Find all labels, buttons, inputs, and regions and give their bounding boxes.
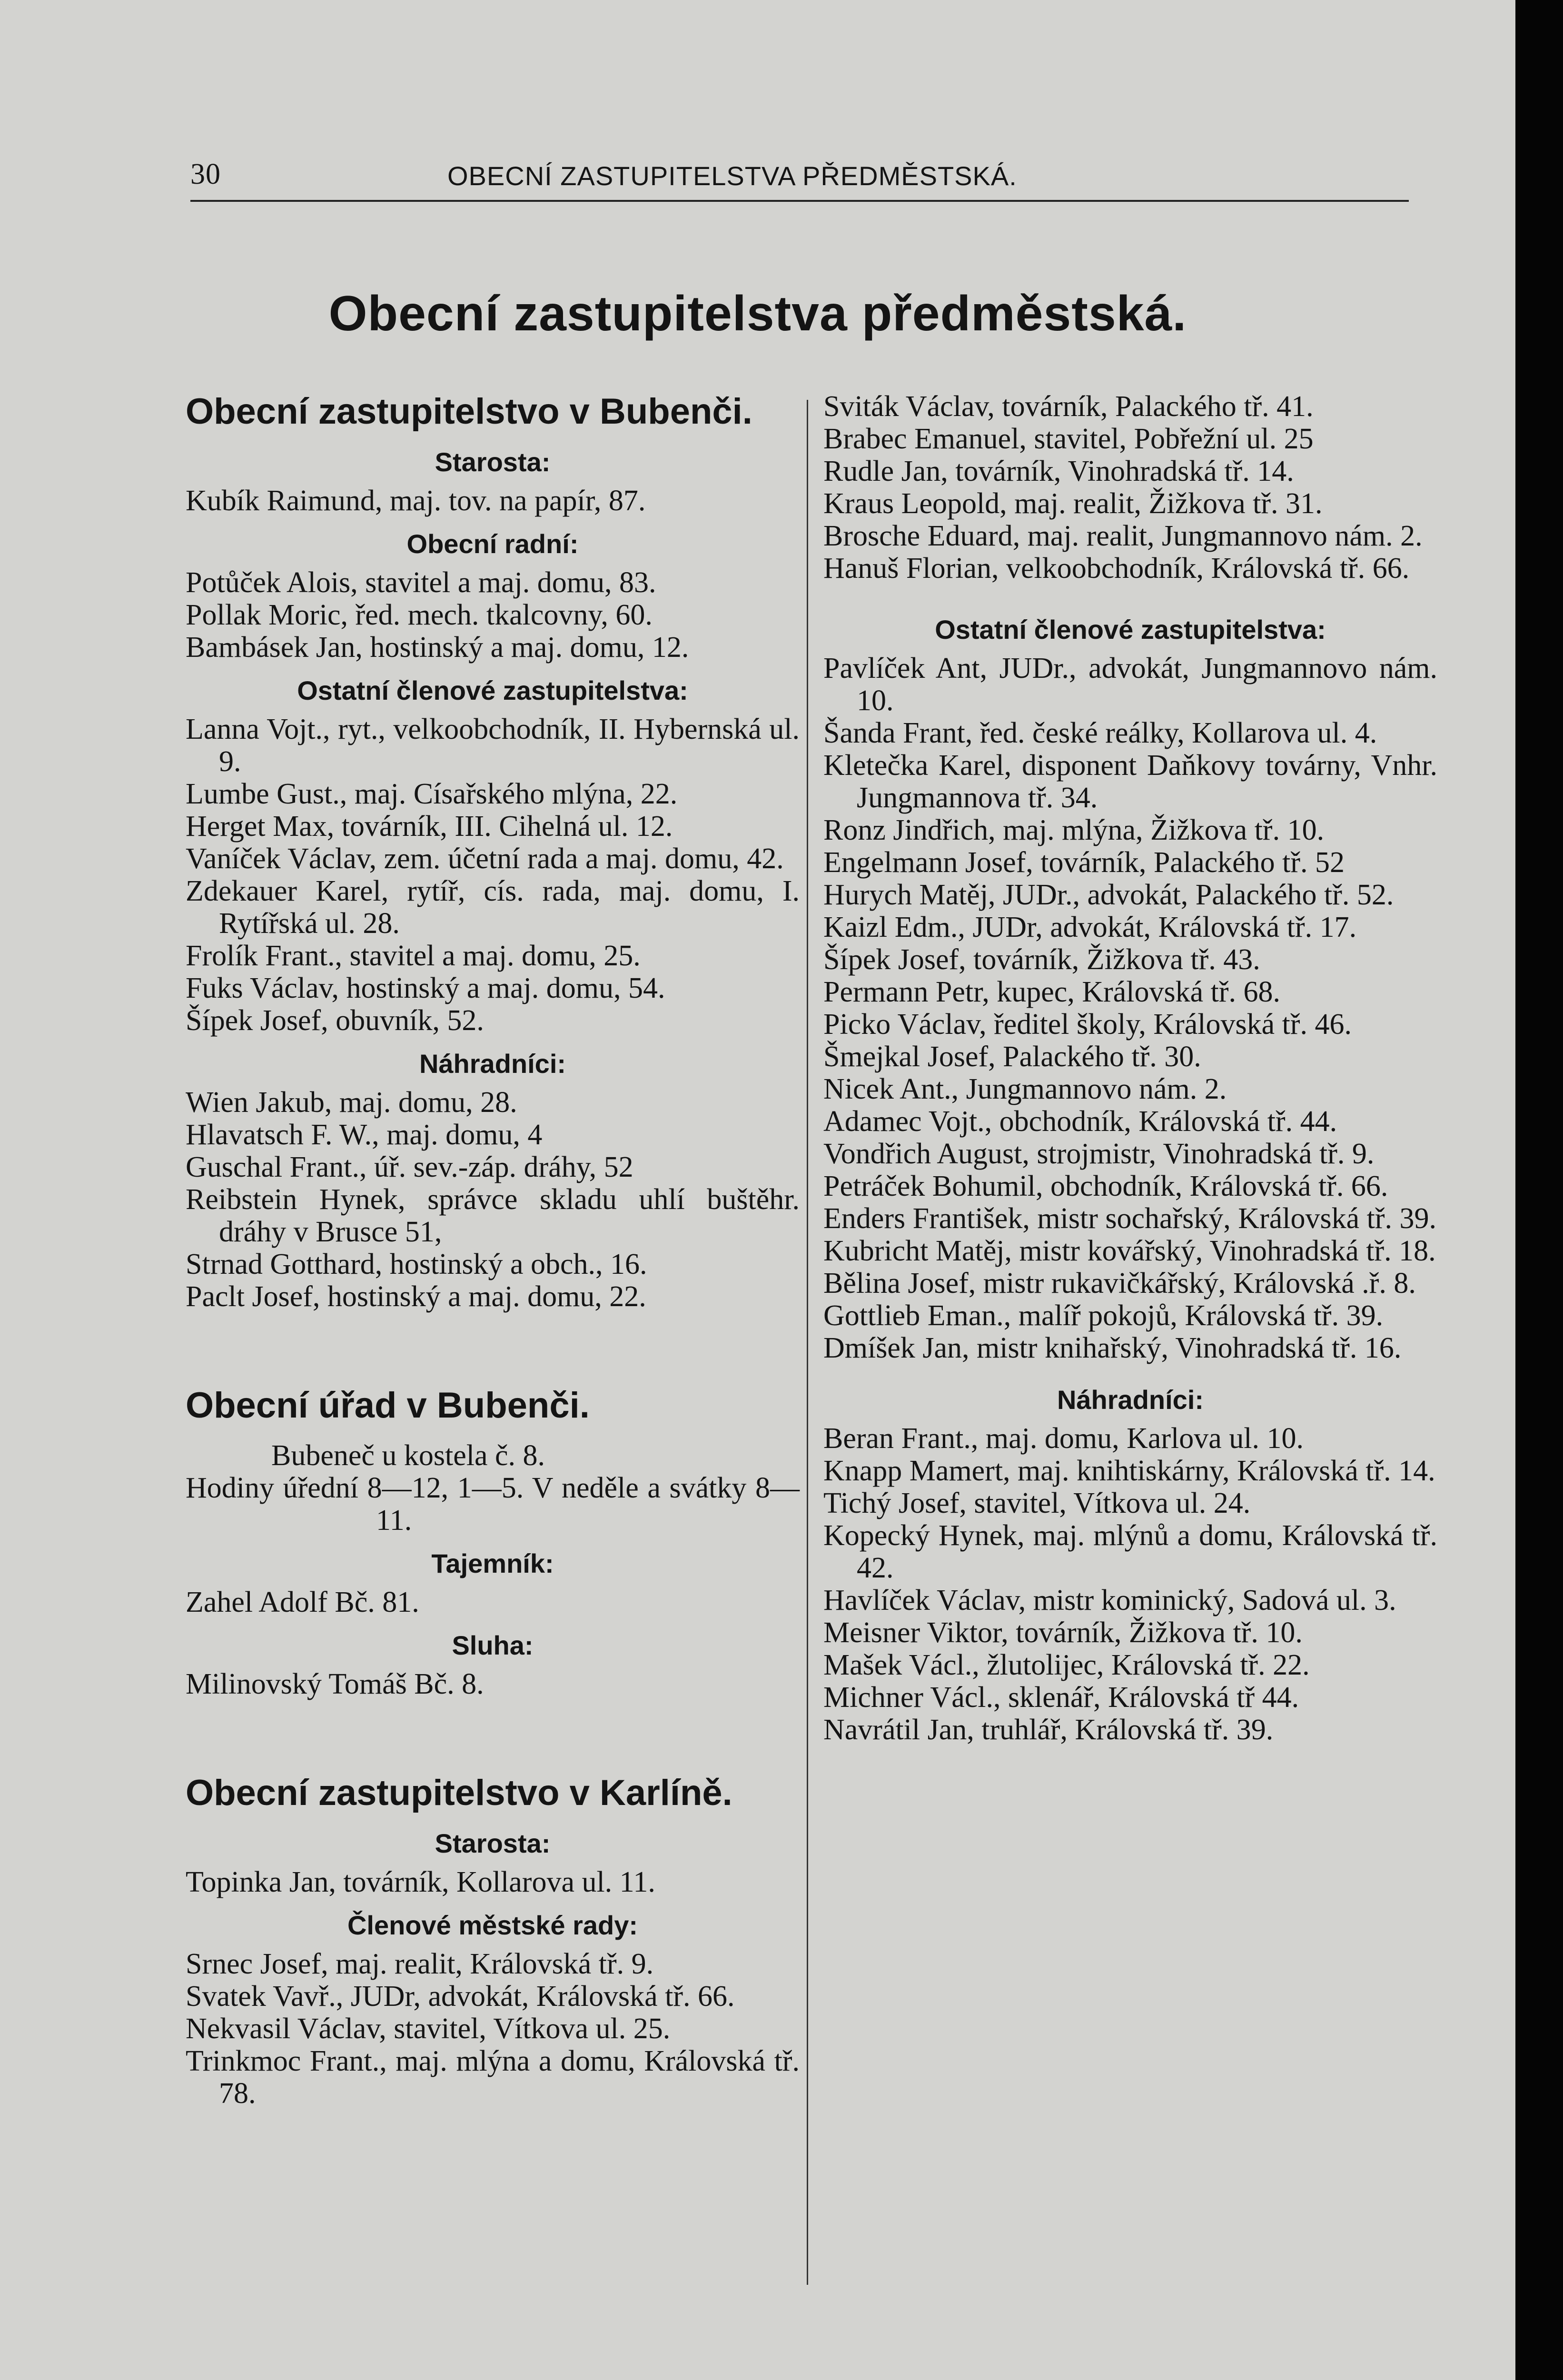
list-item: Šípek Josef, obuvník, 52. bbox=[186, 1004, 484, 1037]
list-item: Kaizl Edm., JUDr, advokát, Královská tř. 17. bbox=[823, 911, 1357, 943]
list-item: Potůček Alois, stavitel a maj. domu, 83. bbox=[186, 566, 656, 599]
list-item: Michner Václ., sklenář, Královská tř 44. bbox=[823, 1681, 1299, 1714]
list-item: Vondřich August, strojmistr, Vinohradská tř. 9. bbox=[823, 1138, 1375, 1170]
list-item: Havlíček Václav, mistr kominický, Sadová ul. 3. bbox=[823, 1584, 1396, 1616]
list-item: Bambásek Jan, hostinský a maj. domu, 12. bbox=[186, 631, 689, 664]
list-item: Wien Jakub, maj. domu, 28. bbox=[186, 1086, 517, 1119]
list-item: Kubík Raimund, maj. tov. na papír, 87. bbox=[186, 485, 646, 517]
running-header bbox=[190, 148, 1409, 202]
list-item: Kletečka Karel, disponent Daňkovy továrny, Vnhr. Jungmannova tř. 34. bbox=[823, 749, 1437, 814]
list-item: Bělina Josef, mistr rukavičkářský, Královská .ř. 8. bbox=[823, 1267, 1416, 1299]
scan-edge-right bbox=[1515, 0, 1563, 2380]
list-item: Beran Frant., maj. domu, Karlova ul. 10. bbox=[823, 1422, 1304, 1455]
list-item: Mašek Václ., žlutolijec, Královská tř. 22. bbox=[823, 1649, 1310, 1681]
list-item: Navrátil Jan, truhlář, Královská tř. 39. bbox=[823, 1714, 1274, 1746]
list-item: Hanuš Florian, velkoobchodník, Královská tř. 66. bbox=[823, 552, 1410, 585]
list-item: Brosche Eduard, maj. realit, Jungmannovo nám. 2. bbox=[823, 520, 1423, 552]
list-item: Rudle Jan, továrník, Vinohradská tř. 14. bbox=[823, 455, 1294, 487]
list-item: Tichý Josef, stavitel, Vítkova ul. 24. bbox=[823, 1487, 1251, 1519]
office-address: Bubeneč u kostela č. 8. bbox=[271, 1439, 545, 1472]
list-item: Ronz Jindřich, maj. mlýna, Žižkova tř. 10. bbox=[823, 814, 1325, 846]
list-item: Herget Max, továrník, III. Cihelná ul. 12. bbox=[186, 810, 673, 843]
list-item: Picko Václav, ředitel školy, Královská tř. 46. bbox=[823, 1008, 1352, 1041]
subheading-radni: Obecní radní: bbox=[406, 529, 579, 559]
list-item: Guschal Frant., úř. sev.-záp. dráhy, 52 bbox=[186, 1151, 633, 1183]
list-item: Petráček Bohumil, obchodník, Královská tř. 66. bbox=[823, 1170, 1388, 1202]
list-item: Hurych Matěj, JUDr., advokát, Palackého tř. 52. bbox=[823, 879, 1394, 911]
list-item: Permann Petr, kupec, Královská tř. 68. bbox=[823, 976, 1281, 1008]
list-item: Zahel Adolf Bč. 81. bbox=[186, 1586, 419, 1618]
list-item: Trinkmoc Frant., maj. mlýna a domu, Královská tř. 78. bbox=[186, 2045, 800, 2110]
list-item: Frolík Frant., stavitel a maj. domu, 25. bbox=[186, 940, 641, 972]
right-column bbox=[823, 390, 1437, 1746]
list-item: Fuks Václav, hostinský a maj. domu, 54. bbox=[186, 972, 665, 1004]
subheading-starosta-karlin: Starosta: bbox=[435, 1828, 551, 1858]
list-item: Gottlieb Eman., malíř pokojů, Královská tř. 39. bbox=[823, 1299, 1384, 1332]
subheading-ostatni: Ostatní členové zastupitelstva: bbox=[297, 675, 688, 705]
subheading-tajemnik: Tajemník: bbox=[431, 1548, 554, 1578]
page-title: Obecní zastupitelstva předměstská. bbox=[328, 286, 1187, 341]
section-heading-bubenec: Obecní zastupitelstvo v Bubenči. bbox=[186, 391, 752, 432]
list-item: Kraus Leopold, maj. realit, Žižkova tř. 31. bbox=[823, 487, 1323, 520]
list-item: Dmíšek Jan, mistr knihařský, Vinohradská tř. 16. bbox=[823, 1332, 1402, 1364]
list-item: Pollak Moric, řed. mech. tkalcovny, 60. bbox=[186, 599, 653, 631]
list-item: Paclt Josef, hostinský a maj. domu, 22. bbox=[186, 1280, 646, 1313]
list-item: Svatek Vavř., JUDr, advokát, Královská tř. 66. bbox=[186, 1980, 735, 2013]
subheading-nahradnici: Náhradníci: bbox=[419, 1049, 566, 1079]
list-item: Strnad Gotthard, hostinský a obch., 16. bbox=[186, 1248, 647, 1280]
list-item: Topinka Jan, továrník, Kollarova ul. 11. bbox=[186, 1866, 655, 1898]
subheading-starosta: Starosta: bbox=[435, 447, 551, 477]
column-divider bbox=[807, 400, 808, 2285]
list-item: Brabec Emanuel, stavitel, Pobřežní ul. 25 bbox=[823, 423, 1314, 455]
list-item: Knapp Mamert, maj. knihtiskárny, Královská tř. 14. bbox=[823, 1455, 1435, 1487]
list-item: Milinovský Tomáš Bč. 8. bbox=[186, 1668, 484, 1700]
list-item: Nicek Ant., Jungmannovo nám. 2. bbox=[823, 1073, 1227, 1105]
subheading-nahradnici-karlin: Náhradníci: bbox=[1057, 1385, 1204, 1415]
list-item: Kubricht Matěj, mistr kovářský, Vinohradská tř. 18. bbox=[823, 1235, 1436, 1267]
list-item: Šípek Josef, továrník, Žižkova tř. 43. bbox=[823, 943, 1260, 976]
list-item: Pavlíček Ant, JUDr., advokát, Jungmannovo nám. 10. bbox=[823, 652, 1437, 717]
section-heading-urad: Obecní úřad v Bubenči. bbox=[186, 1385, 590, 1426]
list-item: Engelmann Josef, továrník, Palackého tř. 52 bbox=[823, 846, 1345, 879]
list-item: Adamec Vojt., obchodník, Královská tř. 44. bbox=[823, 1105, 1337, 1138]
list-item: Šmejkal Josef, Palackého tř. 30. bbox=[823, 1041, 1201, 1073]
list-item: Sviták Václav, továrník, Palackého tř. 41. bbox=[823, 390, 1314, 423]
list-item: Srnec Josef, maj. realit, Královská tř. 9. bbox=[186, 1948, 654, 1980]
list-item: Meisner Viktor, továrník, Žižkova tř. 10. bbox=[823, 1616, 1303, 1649]
subheading-sluha: Sluha: bbox=[452, 1630, 534, 1660]
list-item: Lanna Vojt., ryt., velkoobchodník, II. Hybernská ul. 9. bbox=[186, 713, 800, 778]
list-item: Šanda Frant, řed. české reálky, Kollarova ul. 4. bbox=[823, 717, 1377, 749]
list-item: Lumbe Gust., maj. Císařského mlýna, 22. bbox=[186, 778, 678, 810]
running-title: OBECNÍ ZASTUPITELSTVA PŘEDMĚSTSKÁ. bbox=[447, 161, 1017, 191]
list-item: Zdekauer Karel, rytíř, cís. rada, maj. domu, I. Rytířská ul. 28. bbox=[186, 875, 800, 940]
section-gap bbox=[186, 1700, 800, 1772]
list-item: Hlavatsch F. W., maj. domu, 4 bbox=[186, 1119, 543, 1151]
office-hours: Hodiny úřední 8—12, 1—5. V neděle a svátky 8—11. bbox=[186, 1472, 800, 1537]
section-heading-karlin: Obecní zastupitelstvo v Karlíně. bbox=[186, 1773, 732, 1813]
left-column bbox=[186, 390, 800, 2110]
list-item: Enders František, mistr sochařský, Královská tř. 39. bbox=[823, 1202, 1436, 1235]
page-number: 30 bbox=[190, 158, 221, 190]
section-gap bbox=[186, 1313, 800, 1384]
list-item: Kopecký Hynek, maj. mlýnů a domu, Královská tř. 42. bbox=[823, 1519, 1437, 1584]
list-item: Nekvasil Václav, stavitel, Vítkova ul. 25. bbox=[186, 2013, 671, 2045]
list-item: Vaníček Václav, zem. účetní rada a maj. domu, 42. bbox=[186, 843, 784, 875]
list-item: Reibstein Hynek, správce skladu uhlí buštěhr. dráhy v Brusce 51, bbox=[186, 1183, 800, 1248]
subheading-ostatni-karlin: Ostatní členové zastupitelstva: bbox=[935, 615, 1326, 645]
subheading-rada: Členové městské rady: bbox=[347, 1910, 638, 1940]
